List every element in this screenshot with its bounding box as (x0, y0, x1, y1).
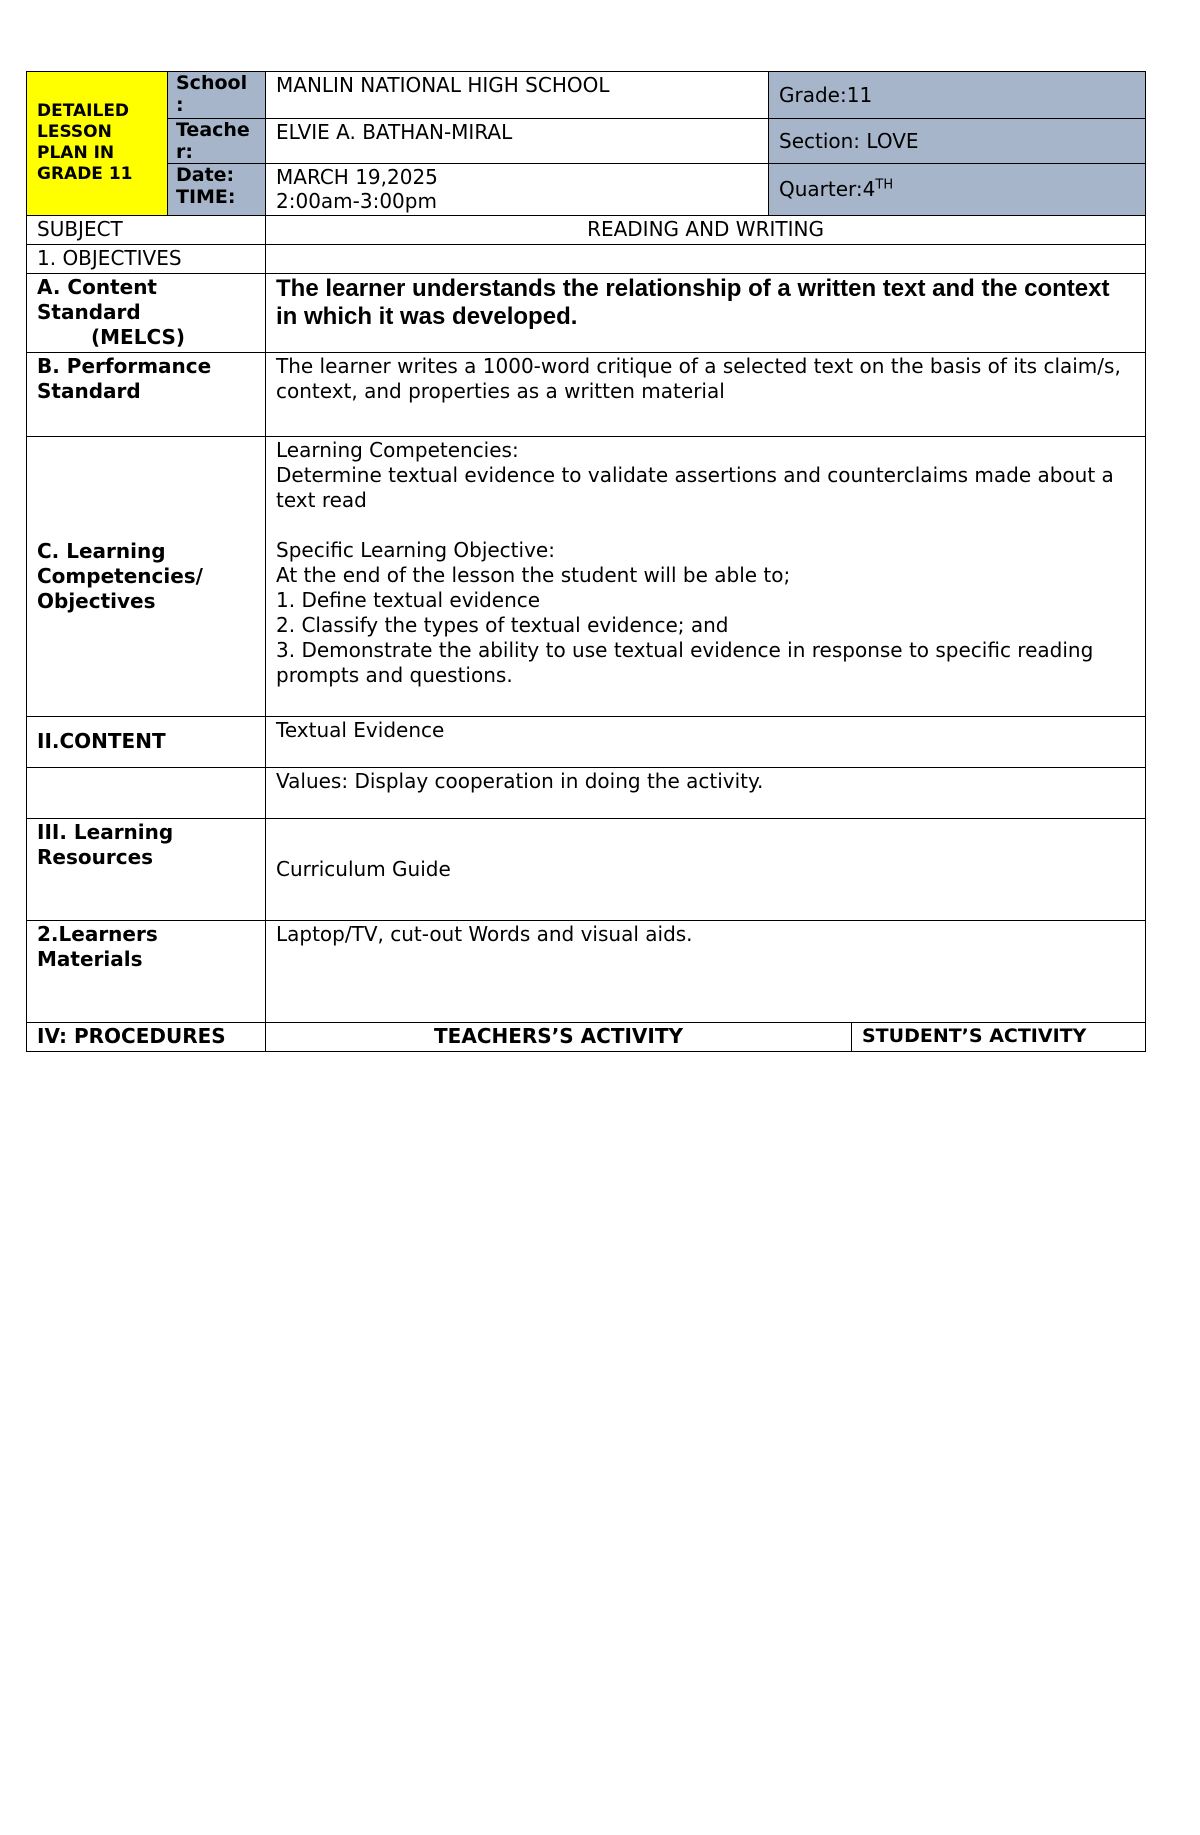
objectives-label: 1. OBJECTIVES (27, 245, 266, 274)
performance-standard-row (27, 353, 1146, 437)
competency-text: Determine textual evidence to validate assertions and counterclaims made about a text read (276, 463, 1114, 512)
lesson-plan-table (26, 71, 1146, 1052)
subject-label: SUBJECT (27, 216, 266, 245)
materials-row (27, 921, 1146, 1023)
values-row (27, 768, 1146, 819)
objectives-row (27, 245, 1146, 274)
date-value: MARCH 19,2025 (276, 165, 438, 189)
objective-item: 1. Define textual evidence (276, 588, 541, 612)
teacher-activity-header: TEACHERS’S ACTIVITY (266, 1023, 852, 1052)
values-value: Values: Display cooperation in doing the activity. (266, 768, 1146, 819)
resources-label: III. Learning Resources (27, 819, 266, 921)
values-empty-cell (27, 768, 266, 819)
quarter-cell: Quarter:4TH (769, 164, 1146, 216)
date-time-value (266, 164, 769, 216)
lesson-plan-page (26, 71, 1145, 1052)
section-cell: Section: LOVE (769, 119, 1146, 164)
objective-item: 2. Classify the types of textual evidence; and (276, 613, 729, 637)
content-value: Textual Evidence (266, 717, 1146, 768)
time-value: 2:00am-3:00pm (276, 189, 437, 213)
subject-row (27, 216, 1146, 245)
content-label: II.CONTENT (27, 717, 266, 768)
content-standard-text: The learner understands the relationship of a written text and the context in which it was developed. (266, 274, 1146, 353)
content-standard-row (27, 274, 1146, 353)
subject-value: READING AND WRITING (266, 216, 1146, 245)
school-label: School : (168, 72, 266, 119)
learning-competencies-row (27, 437, 1146, 717)
header-row-school (27, 72, 1146, 119)
grade-cell: Grade:11 (769, 72, 1146, 119)
performance-standard-label: B. Performance Standard (27, 353, 266, 437)
specific-objective-heading: Specific Learning Objective: (276, 538, 555, 562)
performance-standard-text: The learner writes a 1000-word critique of a selected text on the basis of its claim/s, context, and properties as a written material (266, 353, 1146, 437)
student-activity-header: STUDENT’S ACTIVITY (852, 1023, 1146, 1052)
teacher-value: ELVIE A. BATHAN-MIRAL (266, 119, 769, 164)
resources-row (27, 819, 1146, 921)
materials-value: Laptop/TV, cut-out Words and visual aids. (266, 921, 1146, 1023)
learning-competencies-text (266, 437, 1146, 717)
header-row-teacher (27, 119, 1146, 164)
header-row-date (27, 164, 1146, 216)
procedures-row (27, 1023, 1146, 1052)
procedures-label: IV: PROCEDURES (27, 1023, 266, 1052)
lesson-plan-title: DETAILED LESSON PLAN IN GRADE 11 (27, 72, 168, 216)
date-time-label: Date: TIME: (168, 164, 266, 216)
content-row (27, 717, 1146, 768)
learning-competencies-label: C. Learning Competencies/ Objectives (27, 437, 266, 717)
competencies-heading: Learning Competencies: (276, 438, 519, 462)
resources-value: Curriculum Guide (266, 819, 1146, 921)
objective-item: 3. Demonstrate the ability to use textual evidence in response to specific reading prompts and questions. (276, 638, 1094, 687)
objectives-intro: At the end of the lesson the student will be able to; (276, 563, 791, 587)
materials-label: 2.Learners Materials (27, 921, 266, 1023)
content-standard-label: A. Content Standard (MELCS) (27, 274, 266, 353)
objectives-empty-cell (266, 245, 1146, 274)
teacher-label: Teache r: (168, 119, 266, 164)
school-value: MANLIN NATIONAL HIGH SCHOOL (266, 72, 769, 119)
